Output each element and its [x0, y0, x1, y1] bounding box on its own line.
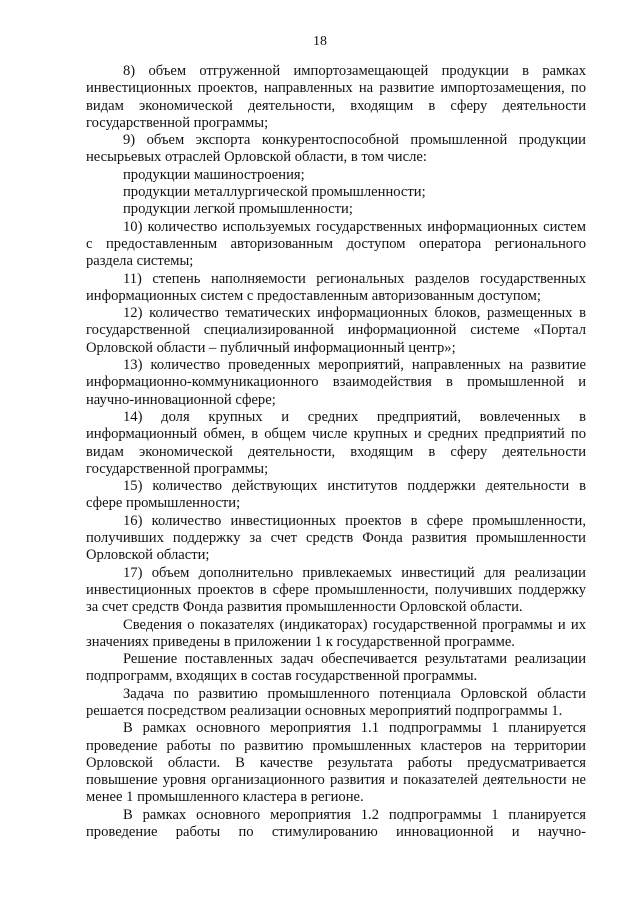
paragraph-measure-1-1: В рамках основного мероприятия 1.1 подпрограммы 1 планируется проведение работы по развитию промышленных кластеров на территории Орловской области. В качестве результата работы предусматривается повышение уровня организационного развития и показателей деятельности не менее 1 промышленного кластера в регионе.: [86, 720, 586, 806]
paragraph-indicator-14: 14) доля крупных и средних предприятий, вовлеченных в информационный обмен, в общем числе крупных и средних предприятий по видам экономической деятельности, входящим в сферу деятельности государственной программы;: [86, 408, 586, 477]
paragraph-light-industry: продукции легкой промышленности;: [123, 201, 353, 218]
document-body: [86, 63, 586, 841]
paragraph-indicator-12: 12) количество тематических информационных блоков, размещенных в государственной специализированной информационной системе «Портал Орловской области – публичный информационный центр»;: [86, 305, 586, 356]
paragraph-metallurgy: продукции металлургической промышленности;: [123, 184, 426, 201]
paragraph-indicator-16: 16) количество инвестиционных проектов в сфере промышленности, получивших поддержку за счет средств Фонда развития промышленности Орловской области;: [86, 512, 586, 564]
paragraph-indicator-8: 8) объем отгруженной импортозамещающей продукции в рамках инвестиционных проектов, направленных на развитие импортозамещения, по видам экономической деятельности, входящим в сферу деятельности государственной программы;: [86, 63, 586, 131]
paragraph-tasks-solution: Решение поставленных задач обеспечивается результатами реализации подпрограмм, входящих в состав государственной программы.: [86, 651, 586, 685]
paragraph-indicator-9: 9) объем экспорта конкурентоспособной промышленной продукции несырьевых отраслей Орловской области, в том числе:: [86, 132, 586, 166]
paragraph-indicator-10: 10) количество используемых государственных информационных систем с предоставленным авторизованным доступом оператора регионального раздела системы;: [86, 218, 586, 270]
paragraph-indicator-17: 17) объем дополнительно привлекаемых инвестиций для реализации инвестиционных проектов в сфере промышленности, получивших поддержку за счет средств Фонда развития промышленности Орловской области.: [86, 564, 586, 616]
page-number: 18: [313, 34, 327, 49]
paragraph-indicator-15: 15) количество действующих институтов поддержки деятельности в сфере промышленности;: [86, 478, 586, 512]
paragraph-indicator-11: 11) степень наполняемости региональных разделов государственных информационных систем с предоставленным авторизованным доступом;: [86, 270, 586, 304]
paragraph-machine-building: продукции машиностроения;: [123, 166, 305, 183]
paragraph-measure-1-2: В рамках основного мероприятия 1.2 подпрограммы 1 планируется проведение работы по стимулированию инновационной и научно-: [86, 806, 586, 841]
paragraph-industrial-potential: Задача по развитию промышленного потенциала Орловской области решается посредством реализации основных мероприятий подпрограммы 1.: [86, 685, 586, 719]
paragraph-indicators-info: Сведения о показателях (индикаторах) государственной программы и их значениях приведены в приложении 1 к государственной программе.: [86, 616, 586, 650]
paragraph-indicator-13: 13) количество проведенных мероприятий, направленных на развитие информационно-коммуникационного взаимодействия в промышленной и научно-инновационной сфере;: [86, 357, 586, 408]
